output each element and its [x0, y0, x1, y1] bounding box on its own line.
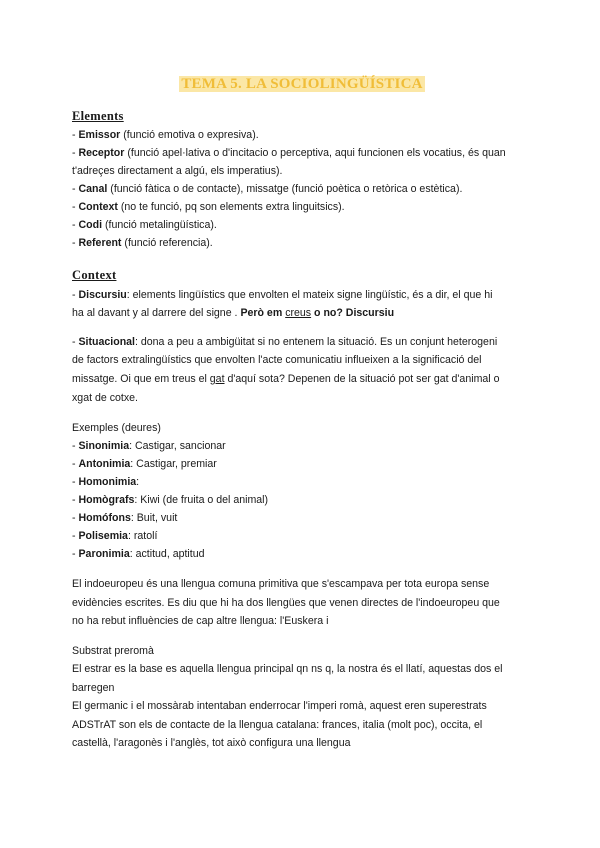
elements-item-receptor: - Receptor (funció apel·lativa o d'incitacio o perceptiva, aqui funcionen els vocatius, és quan — [72, 147, 506, 159]
examples-item-paronimia: - Paronimia: actitud, aptitud — [72, 548, 205, 560]
elements-item-emissor: - Emissor (funció emotiva o expresiva). — [72, 129, 259, 141]
context-discursiu-line2: ha al davant y al darrere del signe . Però em creus o no? Discursiu — [72, 307, 395, 319]
elements-item-referent: - Referent (funció referencia). — [72, 237, 213, 249]
substrat-line6: castellà, l'aragonès i l'anglès, tot això configura una llengua — [72, 737, 351, 749]
examples-item-sinonimia: - Sinonimia: Castigar, sancionar — [72, 440, 226, 452]
indoeuropeu-line3: no ha rebut influències de cap altre llengua: l'Euskera i — [72, 615, 329, 627]
elements-item-codi: - Codi (funció metalingüística). — [72, 219, 217, 231]
substrat-line1: Substrat preromà — [72, 645, 154, 657]
examples-item-homografs: - Homògrafs: Kiwi (de fruita o del animal) — [72, 494, 269, 506]
examples-item-homonimia: - Homonimia: — [72, 476, 140, 488]
elements-heading: Elements — [72, 109, 124, 123]
examples-heading: Exemples (deures) — [72, 422, 161, 434]
indoeuropeu-line1: El indoeuropeu és una llengua comuna primitiva que s'escampava per tota europa sense — [72, 578, 490, 590]
examples-item-antonimia: - Antonimia: Castigar, premiar — [72, 458, 217, 470]
context-heading: Context — [72, 268, 117, 282]
substrat-line2: El estrar es la base es aquella llengua principal qn ns q, la nostra és el llatí, aquestas dos el — [72, 663, 503, 675]
elements-item-receptor-continuation: t'adreçes directament a algú, els imperatius). — [72, 165, 283, 177]
substrat-line4: El germanic i el mossàrab intentaban enderrocar l'imperi romà, aquest eren superestrats — [72, 700, 487, 712]
substrat-line3: barregen — [72, 682, 115, 694]
context-situacional-line4: xgat de cotxe. — [72, 392, 138, 404]
examples-item-polisemia: - Polisemia: ratolí — [72, 530, 158, 542]
elements-item-context: - Context (no te funció, pq son elements extra linguitsics). — [72, 201, 345, 213]
elements-item-canal: - Canal (funció fàtica o de contacte), missatge (funció poètica o retòrica o estètica). — [72, 183, 463, 195]
examples-item-homofons: - Homófons: Buit, vuit — [72, 512, 178, 524]
context-discursiu-line1: - Discursiu: elements lingüístics que envolten el mateix signe lingüístic, és a dir, el que hi — [72, 289, 493, 301]
document-title — [72, 76, 532, 93]
context-situacional-line3: missatge. Oi que em treus el gat d'aquí sota? Depenen de la situació pot ser gat d'animal o — [72, 373, 500, 385]
context-situacional-line2: de factors extralingüístics que envolten l'acte comunicatiu influeixen a la significació del — [72, 354, 482, 366]
substrat-line5: ADSTrAT son els de contacte de la llengua catalana: frances, italia (molt poc), occita, el — [72, 719, 483, 731]
context-situacional-line1: - Situacional: dona a peu a ambigüitat si no entenem la situació. Es un conjunt heterogeni — [72, 336, 498, 348]
title-text: TEMA 5. LA SOCIOLINGÜÍSTICA — [181, 76, 423, 92]
indoeuropeu-line2: evidències escrites. Es diu que hi ha dos llengües que venen directes de l'indoeuropeu que — [72, 597, 500, 609]
